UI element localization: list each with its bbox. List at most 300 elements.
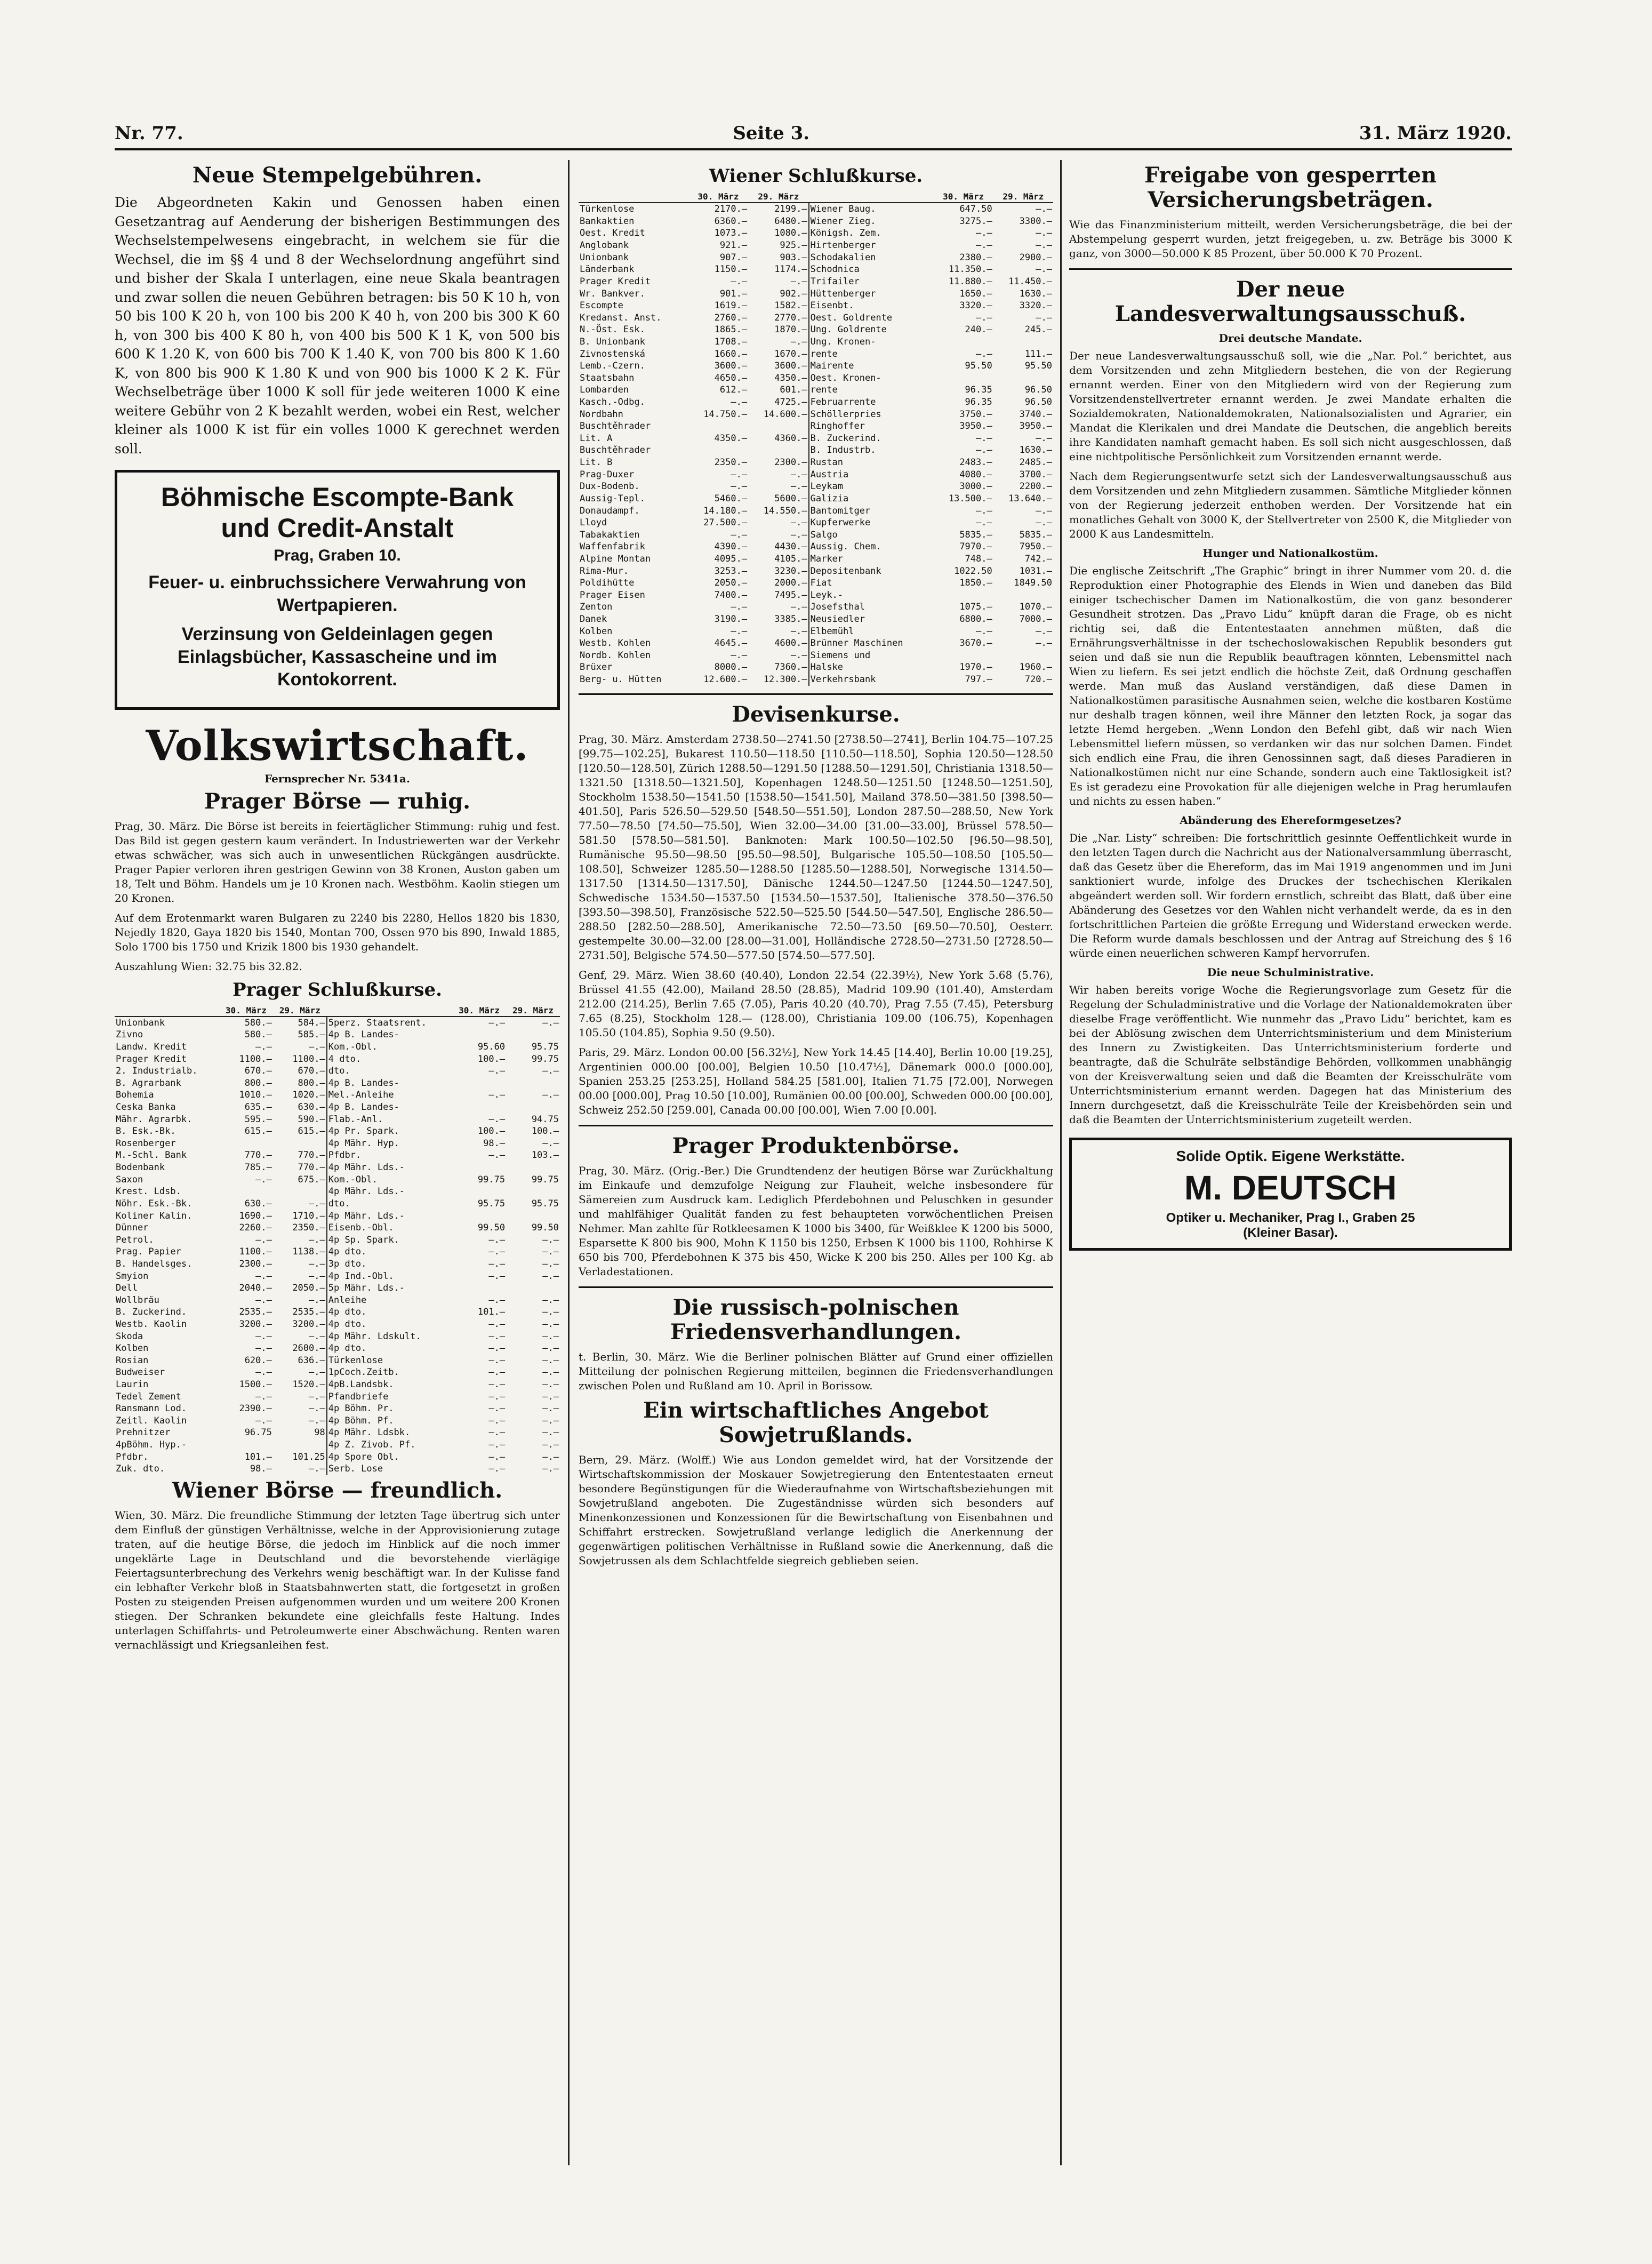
table-cell: —.— [1036, 638, 1052, 649]
table-cell [934, 650, 993, 662]
table-row [115, 1391, 560, 1403]
table-cell: Depositenbank [809, 565, 934, 578]
divider [579, 1125, 1053, 1126]
table-cell: 96.35 [965, 397, 992, 408]
column-right [1069, 160, 1512, 1251]
table-cell: 12.600.— [703, 674, 748, 685]
table-cell: —.— [976, 312, 992, 323]
table-cell: —.— [488, 1427, 506, 1438]
table-cell: —.— [542, 1319, 559, 1330]
table-cell: 99.50 [477, 1222, 506, 1234]
table-cell: 1650.— [959, 288, 992, 299]
table-cell: 2350.— [292, 1222, 325, 1234]
col-header: 29. März [506, 1005, 560, 1017]
table-cell: —.— [790, 336, 807, 347]
newspaper-page [115, 112, 1512, 2219]
table-cell: 2770.— [774, 312, 807, 323]
table-row [115, 1342, 560, 1355]
table-cell [506, 1210, 560, 1222]
table-cell: Dell [116, 1283, 138, 1294]
table-cell: —.— [488, 1270, 506, 1282]
table-cell: 5835.— [1019, 529, 1052, 540]
article-title: Der neue Landesverwaltungsausschuß. [1114, 277, 1466, 326]
col-header: 29. März [748, 191, 809, 203]
table-cell: Wr. Bankver. [580, 288, 645, 299]
table-cell: Bodenbank [116, 1162, 165, 1173]
table-cell: Smyion [116, 1270, 149, 1282]
table-cell: 2300.— [239, 1258, 272, 1269]
table-cell: 95.50 [965, 361, 992, 372]
table-cell: 1020.— [292, 1090, 325, 1101]
table-cell [219, 1186, 273, 1198]
table-row [579, 420, 1053, 433]
table-cell: —.— [790, 517, 807, 529]
table-cell: —.— [790, 469, 807, 480]
table-cell: —.— [1036, 433, 1052, 444]
table-cell: Salgo [809, 529, 934, 541]
table-cell: —.— [488, 1114, 506, 1125]
table-cell: 1582.— [774, 300, 807, 311]
table-cell: 635.— [244, 1102, 272, 1113]
table-cell: Mähr. Agrarbk. [116, 1114, 193, 1125]
table-cell: B. Zuckerind. [809, 433, 934, 445]
table-row [579, 577, 1053, 589]
table-cell: 800.— [298, 1077, 325, 1089]
table-cell: Bankaktien [580, 215, 635, 227]
table-cell: 27.500.— [703, 517, 748, 529]
table-cell: 1630.— [1019, 445, 1052, 456]
table-cell: —.— [1036, 264, 1052, 275]
table-cell: —.— [488, 1379, 506, 1390]
table-cell: 14.180.— [703, 505, 748, 516]
table-row [579, 541, 1053, 553]
table-cell: —.— [542, 1246, 559, 1258]
table-cell: —.— [309, 1391, 325, 1402]
table-cell: 2000.— [774, 578, 807, 589]
column-left [115, 160, 560, 1658]
table-cell [934, 336, 993, 348]
table-row [579, 409, 1053, 421]
table-cell: 4p Mähr. Ldsbk. [327, 1427, 452, 1439]
table-cell: Kom.-Obl. [327, 1041, 452, 1053]
table-cell: 901.— [719, 288, 748, 299]
table-cell: —.— [731, 481, 748, 492]
table-row [115, 1065, 560, 1077]
table-row [579, 457, 1053, 469]
table-row [115, 1114, 560, 1126]
table-row [579, 372, 1053, 385]
table-cell: 580.— [244, 1029, 272, 1041]
table-cell: 14.750.— [703, 409, 748, 420]
table-cell: —.— [542, 1403, 559, 1414]
table-cell: —.— [976, 626, 992, 637]
table-cell [688, 444, 748, 457]
table-title: Prager Schlußkurse. [232, 979, 442, 1001]
table-cell: 601.— [780, 385, 807, 396]
table-cell: 3p dto. [327, 1258, 452, 1270]
table-title: Wiener Schlußkurse. [709, 165, 923, 187]
table-cell: 770.— [244, 1150, 272, 1161]
article-title: Prager Börse — ruhig. [204, 788, 471, 814]
table-cell: —.— [542, 1331, 559, 1342]
table-cell: Leyk.- [809, 589, 934, 602]
table-row [115, 1463, 560, 1475]
table-row [115, 1198, 560, 1210]
table-cell [452, 1282, 506, 1294]
table-row [115, 1210, 560, 1222]
table-cell [506, 1282, 560, 1294]
table-cell: —.— [1036, 228, 1052, 239]
table-cell: Buschtěhrader [580, 445, 651, 456]
table-row [115, 1138, 560, 1150]
table-cell: 1022.50 [954, 565, 992, 577]
table-cell: Kredanst. Anst. [580, 312, 662, 323]
table-row [115, 1294, 560, 1307]
table-row [115, 1403, 560, 1415]
table-cell: —.— [1036, 204, 1052, 215]
table-cell: Pfdbr. [327, 1149, 452, 1162]
table-cell: Unionbank [116, 1017, 165, 1028]
table-cell: 95.75 [477, 1198, 506, 1209]
table-cell: 4p Spore Obl. [327, 1451, 452, 1463]
table-row [579, 601, 1053, 613]
table-cell: B. Agrarbank [116, 1077, 181, 1089]
table-cell: 1850.— [959, 578, 992, 589]
col-header: 30. März [934, 191, 993, 203]
table-cell: Nordb. Kohlen [580, 650, 651, 661]
table-cell: 720.— [1024, 674, 1052, 685]
table-row [579, 661, 1053, 674]
table-cell: 1970.— [959, 662, 992, 673]
table-cell: Dux-Bodenb. [580, 481, 640, 492]
table-cell: 1100.— [239, 1053, 272, 1065]
table-cell: —.— [488, 1415, 506, 1426]
table-cell: Länderbank [580, 264, 635, 275]
table-cell: 1660.— [714, 348, 748, 359]
table-cell [219, 1138, 273, 1150]
table-cell [506, 1186, 560, 1198]
table-cell: Rosenberger [116, 1138, 176, 1149]
table-row [115, 1162, 560, 1174]
table-cell [273, 1138, 327, 1150]
table-cell: 4p Z. Zivob. Pf. [327, 1439, 452, 1451]
table-cell: Escompte [580, 300, 623, 311]
table-cell: Rustan [809, 457, 934, 469]
table-cell: 630.— [298, 1102, 325, 1113]
table-cell: Budweiser [116, 1367, 165, 1378]
table-cell: 3600.— [714, 361, 748, 372]
table-cell: Danek [580, 613, 607, 625]
table-cell: —.— [488, 1343, 506, 1354]
table-cell: Siemens und [809, 650, 934, 662]
table-cell: 94.75 [531, 1114, 559, 1125]
table-cell: 103.— [531, 1150, 559, 1161]
table-cell: —.— [255, 1331, 272, 1342]
table-cell: —.— [1036, 240, 1052, 251]
table-cell: —.— [488, 1150, 506, 1161]
page-number: Seite 3. [733, 123, 810, 144]
table-cell: B. Industrb. [809, 444, 934, 457]
table-cell: 2485.— [1019, 457, 1052, 468]
table-cell: 3320.— [959, 300, 992, 311]
article-body: Wien, 30. März. Die freundliche Stimmung der letzten Tage übertrug sich unter dem Einfluß der günstigen Verhältnisse, welche in der Approvisionierung zutage traten, auf die heutige Börse, die jedoch im Hinblick auf die noch immer ungeklärte Lage in Deutschland und die bevorstehende vierlägige Feiertagsunterbrechung des Verkehrs wenig beschäftigt war. In der Kulisse fand ein lebhafter Verkehr bloß in Staatsbahnwerten statt, die fortgesetzt in großen Posten zu steigenden Preisen aufgenommen wurden und um weitere 200 Kronen stiegen. Der Schranken bekundete eine gleichfalls feste Haltung. Indes unterlagen Schiffahrts- und Petroleumwerte einer Abschwächung. Renten waren vernachlässigt und Kriegsanleihen fest. [115, 1508, 560, 1651]
divider [579, 1286, 1053, 1288]
table-row [579, 674, 1053, 686]
table-cell: 4p dto. [327, 1246, 452, 1258]
table-cell: 96.75 [244, 1427, 272, 1438]
table-cell: —.— [731, 650, 748, 661]
section-title: Volkswirtschaft. [146, 721, 529, 770]
ad-address: Prag, Graben 10. [274, 547, 401, 564]
table-cell: 590.— [298, 1114, 325, 1125]
table-cell: 101.— [477, 1307, 506, 1318]
table-cell: Schodnica [809, 263, 934, 276]
table-cell: 95.50 [1024, 361, 1052, 372]
table-cell: 3000.— [959, 481, 992, 492]
table-row [115, 1234, 560, 1246]
table-cell: Leykam [809, 481, 934, 493]
article-body: Prag, 30. März. Amsterdam 2738.50—2741.50 [2738.50—2741], Berlin 104.75—107.25 [99.75—102.25], Bukarest 110.50—118.50 [110.50—118.50], Sophia 120.50—128.50 [120.50—128.50], Zürich 1288.50—1291.50 [1288.50—1291.50], Christiania 1318.50—1321.50 [1318.50—1321.50], Kopenhagen 1248.50—1251.50 [1248.50—1251.50], Stockholm 1538.50—1541.50 [1538.50—1541.50], Mailand 378.50—381.50 [398.50—401.50], Paris 526.50—529.50 [548.50—551.50], London 287.50—288.50, New York 77.50—78.50 [74.50—75.50], Wien 32.00—34.00 [31.00—33.00], Brüssel 578.50—581.50 [578.50—581.50]. Banknoten: Mark 100.50—102.50 [96.50—98.50], Rumänische 95.50—98.50 [95.50—98.50], Bulgarische 105.50—108.50 [105.50—108.50], Schweizer 1285.50—1288.50 [1285.50—1288.50], Norwegische 1314.50—1317.50 [1314.50—1317.50], Dänische 1244.50—1247.50 [1244.50—1247.50], Schwedische 1534.50—1537.50 [1534.50—1537.50], Italienische 378.50—376.50 [393.50—398.50], Französische 522.50—525.50 [544.50—547.50], Englische 286.50—288.50 [282.50—288.50], Amerikanische 72.50—73.50 [69.50—70.50], Oesterr. gestempelte 30.00—32.00 [28.00—31.00], Holländische 2728.50—2731.50 [2728.50—2731.50], Belgische 574.50—577.50 [574.50—577.50]. [579, 732, 1053, 962]
table-cell: 770.— [298, 1162, 325, 1173]
table-cell: Westb. Kaolin [116, 1319, 187, 1330]
table-cell: Laurin [116, 1379, 149, 1390]
table-cell: —.— [731, 529, 748, 540]
table-cell: —.— [731, 626, 748, 637]
table-cell [273, 1439, 327, 1451]
table-cell: 13.500.— [948, 493, 992, 504]
table-cell: 11.880.— [948, 276, 992, 287]
table-row [579, 469, 1053, 481]
table-row [579, 203, 1053, 215]
table-row [115, 1366, 560, 1379]
table-cell: 4p Mähr. Ldskult. [327, 1331, 452, 1343]
table-cell: Schöllerpries [809, 409, 934, 421]
table-cell: —.— [542, 1391, 559, 1402]
ad-location: (Kleiner Basar). [1243, 1226, 1338, 1240]
table-cell: Oest. Kredit [580, 228, 645, 239]
table-cell: —.— [976, 433, 992, 444]
table-cell: 11.350.— [948, 264, 992, 275]
table-cell: 1150.— [714, 264, 748, 275]
table-cell: 5460.— [714, 493, 748, 504]
table-cell [993, 372, 1053, 385]
table-row [579, 276, 1053, 288]
table-cell: —.— [542, 1090, 559, 1101]
table-cell: 3190.— [714, 613, 748, 625]
table-cell: 6800.— [959, 613, 992, 625]
table-cell: —.— [309, 1198, 325, 1209]
table-cell: Zuk. dto. [116, 1463, 165, 1475]
table-cell: 3253.— [714, 565, 748, 577]
table-cell: Oest. Kronen- [809, 372, 934, 385]
table-cell: 1138.— [292, 1246, 325, 1258]
table-cell: 1075.— [959, 602, 992, 613]
table-cell: 907.— [719, 252, 748, 263]
table-cell: Rosian [116, 1355, 149, 1366]
article-title: Freigabe von gesperrten Versicherungsbeträgen. [1144, 163, 1437, 212]
table-cell: Elbemühl [809, 626, 934, 638]
table-row [115, 1089, 560, 1101]
table-cell: Berg- u. Hütten [580, 674, 662, 685]
table-cell: Alpine Montan [580, 553, 651, 564]
table-cell: —.— [488, 1355, 506, 1366]
table-cell: 2300.— [774, 457, 807, 468]
table-cell: Hirtenberger [809, 239, 934, 252]
table-cell: 5p Mähr. Lds.- [327, 1282, 452, 1294]
table-cell: —.— [488, 1391, 506, 1402]
table-cell: —.— [542, 1138, 559, 1149]
table-cell: Trifailer [809, 276, 934, 288]
table-cell: Eisenbt. [809, 300, 934, 312]
table-cell: 670.— [244, 1066, 272, 1077]
table-cell: 4pB.Landsbk. [327, 1379, 452, 1391]
bank-advertisement [115, 470, 560, 710]
table-cell: 99.50 [531, 1222, 559, 1234]
table-cell [452, 1101, 506, 1114]
table-cell [506, 1077, 560, 1090]
table-row [579, 215, 1053, 228]
table-cell: 3750.— [959, 409, 992, 420]
table-row [579, 626, 1053, 638]
table-cell: 1080.— [774, 228, 807, 239]
table-cell: 615.— [298, 1126, 325, 1137]
table-cell: —.— [790, 276, 807, 287]
table-row [115, 1258, 560, 1270]
article-title: Wiener Börse — freundlich. [172, 1477, 503, 1503]
table-cell: 2600.— [292, 1343, 325, 1354]
table-cell: —.— [255, 1174, 272, 1185]
article-body: Prag, 30. März. Die Börse ist bereits in feiertäglicher Stimmung: ruhig und fest. Das Bild ist gegen gestern kaum verändert. In Industriewerten war der Verkehr etwas schwächer, was sich auch in unwesentlichen Rückgängen ausdrückte. Prager Papier verloren ihren gestrigen Gewinn von 38 Kronen, Auston gaben um 18, Telt und Böhm. Handels um je 10 Kronen nach. Westböhm. Kaolin stiegen um 20 Kronen. [115, 819, 560, 905]
table-cell: Schodakalien [809, 252, 934, 264]
table-row [115, 1017, 560, 1029]
table-cell: Marker [809, 553, 934, 565]
table-cell: 98 [314, 1427, 325, 1438]
table-cell: 99.75 [531, 1174, 559, 1185]
table-row [115, 1451, 560, 1463]
table-cell: 4p Sp. Spark. [327, 1234, 452, 1246]
table-cell: Königsh. Zem. [809, 227, 934, 239]
table-cell: Prager Kredit [580, 276, 651, 287]
table-cell: 4p dto. [327, 1306, 452, 1318]
table-cell [688, 420, 748, 433]
table-cell: 4360.— [774, 433, 807, 444]
table-cell: Unionbank [580, 252, 629, 263]
table-cell: 1690.— [239, 1210, 272, 1221]
table-cell: 3200.— [292, 1319, 325, 1330]
column-middle [579, 160, 1053, 1573]
table-cell: Aussig-Tepl. [580, 493, 645, 504]
table-cell: Eisenb.-Obl. [327, 1222, 452, 1234]
table-row [115, 1222, 560, 1234]
table-row [115, 1427, 560, 1439]
table-cell: Ceska Banka [116, 1102, 176, 1113]
wiener-quotes-table [579, 191, 1053, 686]
table-cell: 4430.— [774, 541, 807, 553]
table-cell: —.— [488, 1246, 506, 1258]
table-cell: —.— [542, 1439, 559, 1451]
table-cell: 647.50 [959, 204, 992, 215]
table-cell: 3230.— [774, 565, 807, 577]
table-row [579, 493, 1053, 505]
table-cell: —.— [542, 1307, 559, 1318]
table-cell: Zivno [116, 1029, 143, 1041]
table-cell: 2050.— [292, 1283, 325, 1294]
table-cell: —.— [255, 1234, 272, 1245]
table-row [115, 1270, 560, 1283]
table-cell: Türkenlose [580, 204, 635, 215]
table-cell: —.— [790, 626, 807, 637]
table-cell: Krest. Ldsb. [116, 1186, 181, 1197]
table-cell: —.— [488, 1451, 506, 1462]
table-cell: 7950.— [1019, 541, 1052, 553]
table-cell: —.— [309, 1294, 325, 1306]
table-row [579, 565, 1053, 578]
table-cell [452, 1186, 506, 1198]
table-cell: 800.— [244, 1077, 272, 1089]
prager-quotes-table [115, 1005, 560, 1475]
table-cell: Bantomitger [809, 505, 934, 517]
table-row [115, 1246, 560, 1258]
table-cell: 612.— [719, 385, 748, 396]
table-cell: —.— [488, 1066, 506, 1077]
table-cell: —.— [488, 1403, 506, 1414]
table-row [579, 239, 1053, 252]
table-cell: 1010.— [239, 1090, 272, 1101]
table-row [115, 1174, 560, 1186]
table-cell: —.— [309, 1270, 325, 1282]
table-row [115, 1379, 560, 1391]
table-cell: Kolben [116, 1343, 149, 1354]
table-cell: 2390.— [239, 1403, 272, 1414]
table-cell: Ransmann Lod. [116, 1403, 187, 1414]
table-cell: —.— [309, 1415, 325, 1426]
table-row [579, 396, 1053, 409]
table-cell: 99.75 [477, 1174, 506, 1185]
table-cell: —.— [542, 1258, 559, 1269]
table-cell: Staatsbahn [580, 372, 635, 383]
table-cell: 4p Ind.-Obl. [327, 1270, 452, 1283]
table-cell: —.— [309, 1258, 325, 1269]
table-cell: Josefsthal [809, 601, 934, 613]
table-row [115, 1355, 560, 1367]
table-cell: —.— [255, 1270, 272, 1282]
table-cell: 4105.— [774, 553, 807, 564]
table-cell: Lloyd [580, 517, 607, 529]
table-row [115, 1041, 560, 1053]
table-cell [452, 1077, 506, 1090]
table-cell: —.— [542, 1355, 559, 1366]
table-cell: —.— [488, 1463, 506, 1475]
table-cell: 5835.— [959, 529, 992, 540]
table-cell: Halske [809, 661, 934, 674]
table-cell: Hüttenberger [809, 288, 934, 300]
table-cell: 2380.— [959, 252, 992, 263]
table-cell [506, 1029, 560, 1041]
article-body: Der neue Landesverwaltungsausschuß soll, wie die „Nar. Pol.“ berichtet, aus dem Vorsitzenden und zehn Mitgliedern bestehen, die von der Regierung ernannt werden. Einer von den Mitgliedern wird von der Regierung zum Vorsitzendenstellvertreter ernannt werden. Je zwei Mandate erhalten die Sozialdemokraten, Nationaldemokraten, Nationalsozialisten und Agrarier, ein Mandat die Klerikalen und drei Mandate die Deutschen, die angeblich bereits ihre Kandidaten namhaft gemacht haben. Es soll sich nicht ausgeschlossen, daß eine nichtpolitische Persönlichkeit zum Vorsitzenden ernannt werde. [1069, 349, 1512, 463]
table-row [579, 336, 1053, 348]
table-cell: 903.— [780, 252, 807, 263]
table-cell: 1670.— [774, 348, 807, 359]
table-cell: 4p Böhm. Pf. [327, 1415, 452, 1427]
table-cell: 4p Pr. Spark. [327, 1125, 452, 1138]
table-cell: Türkenlose [327, 1355, 452, 1367]
table-cell: 14.550.— [763, 505, 807, 516]
table-row [579, 481, 1053, 493]
table-cell: —.— [488, 1090, 506, 1101]
table-cell: Rima-Mur. [580, 565, 629, 577]
table-cell: —.— [309, 1403, 325, 1414]
article-body: Paris, 29. März. London 00.00 [56.32½], New York 14.45 [14.40], Berlin 10.00 [19.25], Argentinien 000.00 [00.00], Belgien 10.50 [10.47½], Dänemark 000.0 [000.00], Spanien 253.25 [253.25], Holland 584.25 [581.00], Italien 71.75 [72.00], Norwegen 00.00 [000.00], Prag 10.50 [10.00], Rumänien 00.00 [00.00], Schweden 000.00 [00.00], Schweiz 252.50 [259.00], Canada 00.00 [00.00], Wien 7.00 [0.00]. [579, 1045, 1053, 1116]
